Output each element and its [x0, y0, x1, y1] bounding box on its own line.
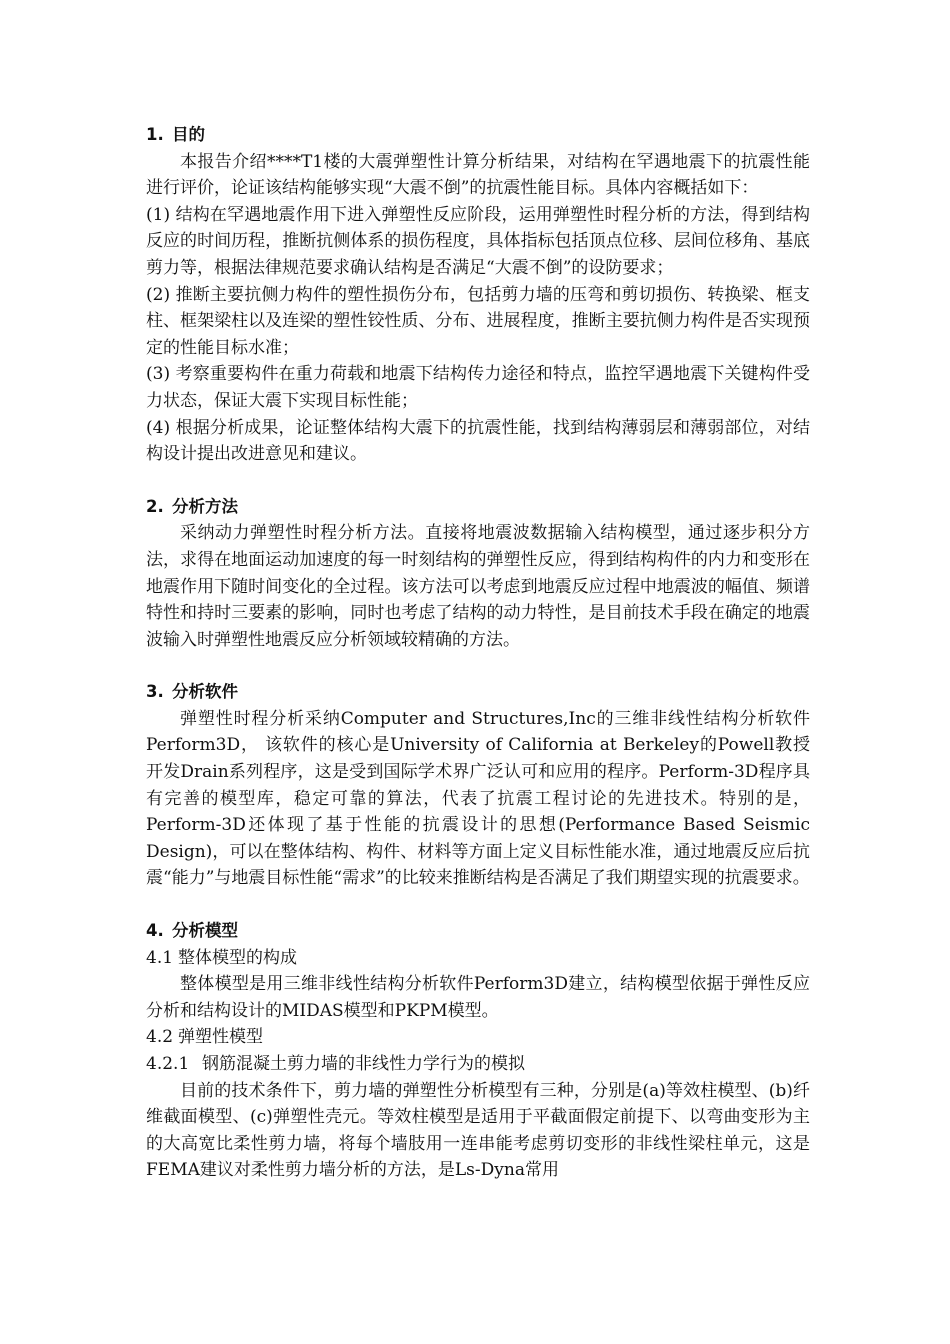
spacer	[146, 892, 810, 918]
section-2-heading	[146, 494, 810, 521]
subsection-title: 弹塑性模型	[178, 1027, 263, 1048]
section-number: 3.	[146, 682, 164, 702]
section-number: 4.	[146, 921, 164, 941]
section-3-body: 弹塑性时程分析采纳Computer and Structures,Inc的三维非线性结构分析软件Perform3D， 该软件的核心是University of California at Berkeley的Powell教授开发Drain系列程序，这是受到国际学术界广泛认可和应用的程序。Perform-3D程序具有完善的模型库，稳定可靠的算法，代表了抗震工程讨论的先进技术。特别的是，Perform-3D还体现了基于性能的抗震设计的思想(Performance Based Seismic Design)，可以在整体结构、构件、材料等方面上定义目标性能水准，通过地震反应后抗震“能力”与地震目标性能“需求”的比较来推断结构是否满足了我们期望实现的抗震要求。	[146, 708, 810, 889]
section-2-body: 采纳动力弹塑性时程分析方法。直接将地震波数据输入结构模型，通过逐步积分方法，求得在地面运动加速度的每一时刻结构的弹塑性反应，得到结构构件的内力和变形在地震作用下随时间变化的全过程。该方法可以考虑到地震反应过程中地震波的幅值、频谱特性和持时三要素的影响，同时也考虑了结构的动力特性，是目前技术手段在确定的地震波输入时弹塑性地震反应分析领域较精确的方法。	[146, 523, 810, 650]
section-title: 分析模型	[172, 921, 238, 941]
list-item-3: (3) 考察重要构件在重力荷载和地震下结构传力途径和特点，监控罕遇地震下关键构件受力状态，保证大震下实现目标性能；	[146, 364, 810, 411]
subsection-title: 整体模型的构成	[178, 947, 297, 968]
section-number: 2.	[146, 496, 164, 516]
list-item-4: (4) 根据分析成果，论证整体结构大震下的抗震性能，找到结构薄弱层和薄弱部位，对结构设计提出改进意见和建议。	[146, 417, 810, 465]
subsection-4-1-heading	[146, 945, 810, 972]
section-1-heading	[146, 122, 810, 149]
subsection-number: 4.2.1	[146, 1054, 190, 1074]
section-title: 分析方法	[172, 496, 238, 516]
subsection-number: 4.2	[146, 1027, 174, 1048]
subsection-4-2-1-heading	[146, 1051, 810, 1078]
spacer	[146, 468, 810, 494]
subsection-4-2-1-body: 目前的技术条件下，剪力墙的弹塑性分析模型有三种，分别是(a)等效柱模型、(b)纤维截面模型、(c)弹塑性壳元。等效柱模型是适用于平截面假定前提下、以弯曲变形为主的大高宽比柔性剪力墙，将每个墙肢用一连串能考虑剪切变形的非线性梁柱单元，这是FEMA建议对柔性剪力墙分析的方法，是Ls-Dyna常用	[146, 1080, 810, 1181]
section-4-heading	[146, 918, 810, 945]
subsection-number: 4.1	[146, 947, 174, 968]
list-item-1: (1) 结构在罕遇地震作用下进入弹塑性反应阶段，运用弹塑性时程分析的方法，得到结构反应的时间历程，推断抗侧体系的损伤程度，具体指标包括顶点位移、层间位移角、基底剪力等，根据法律规范要求确认结构是否满足“大震不倒”的设防要求；	[146, 204, 810, 278]
subsection-4-2-heading	[146, 1024, 810, 1051]
subsection-4-1-body: 整体模型是用三维非线性结构分析软件Perform3D建立，结构模型依据于弹性反应分析和结构设计的MIDAS模型和PKPM模型。	[146, 974, 810, 1021]
list-item-2: (2) 推断主要抗侧力构件的塑性损伤分布，包括剪力墙的压弯和剪切损伤、转换梁、框支柱、框架梁柱以及连梁的塑性铰性质、分布、进展程度，推断主要抗侧力构件是否实现预定的性能目标水准；	[146, 284, 810, 358]
section-number: 1.	[146, 125, 164, 144]
spacer	[146, 653, 810, 679]
section-1-intro: 本报告介绍****T1楼的大震弹塑性计算分析结果，对结构在罕遇地震下的抗震性能进行评价，论证该结构能够实现“大震不倒”的抗震性能目标。具体内容概括如下：	[146, 151, 810, 199]
section-title: 分析软件	[172, 682, 238, 702]
subsection-title: 钢筋混凝土剪力墙的非线性力学行为的模拟	[202, 1054, 525, 1074]
section-title: 目的	[172, 125, 205, 144]
document-page	[146, 122, 810, 1184]
section-3-heading	[146, 679, 810, 706]
